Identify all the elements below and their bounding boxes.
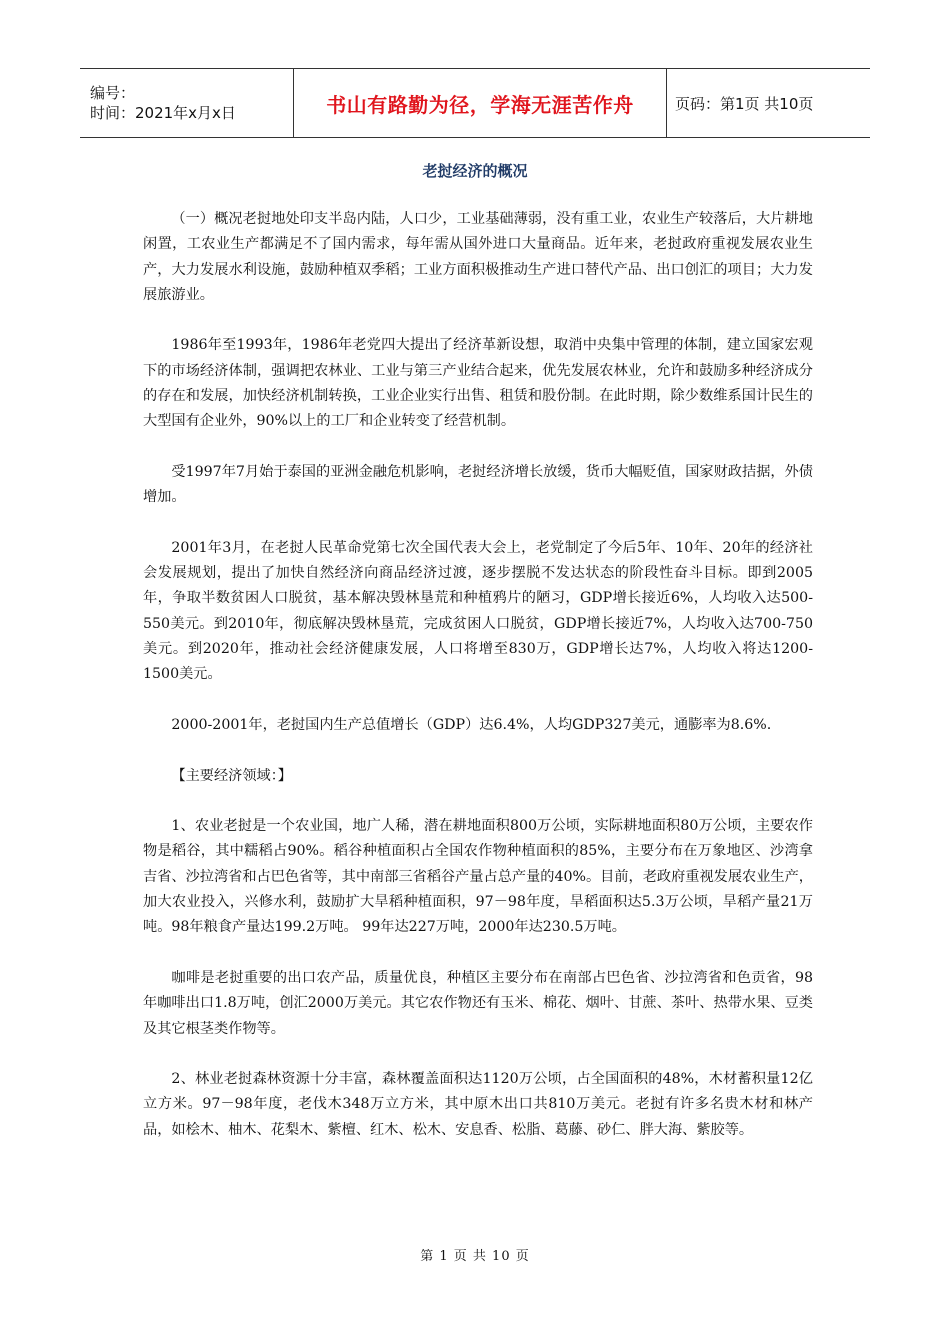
page-footer: 第 1 页 共 10 页 [420, 1249, 530, 1264]
page-header [80, 68, 870, 138]
header-meta [80, 69, 293, 137]
header-page-info-cell [667, 69, 813, 137]
paragraph: 2000-2001年，老挝国内生产总值增长（GDP）达6.4%，人均GDP327美元，通膨率为8.6%. [171, 716, 772, 733]
paragraph: （一）概况老挝地处印支半岛内陆，人口少，工业基础薄弱，没有重工业，农业生产较落后，大片耕地闲置，工农业生产都满足不了国内需求，每年需从国外进口大量商品。近年来，老挝政府重视发展农业生产，大力发展水利设施，鼓励种植双季稻；工业方面积极推动生产进口替代产品、出口创汇的项目；大力发展旅游业。 [143, 211, 813, 303]
paragraph: 2、林业老挝森林资源十分丰富，森林覆盖面积达1120万公顷，占全国面积的48%，木材蓄积量12亿立方米。97－98年度，老伐木348万立方米，其中原木出口共810万美元。老挝有许多名贵木材和林产品，如桧木、柚木、花梨木、紫檀、红木、松木、安息香、松脂、葛藤、砂仁、胖大海、紫胶等。 [143, 1071, 813, 1138]
paragraph: 咖啡是老挝重要的出口农产品，质量优良，种植区主要分布在南部占巴色省、沙拉湾省和色贡省，98年咖啡出口1.8万吨，创汇2000万美元。其它农作物还有玉米、棉花、烟叶、甘蔗、茶叶、热带水果、豆类及其它根茎类作物等。 [143, 969, 813, 1037]
header-page-info: 页码：第1页 共10页 [675, 94, 814, 113]
section-heading: 【主要经济领域：】 [171, 767, 292, 784]
paragraph: 1、农业老挝是一个农业国，地广人稀，潜在耕地面积800万公顷，实际耕地面积80万公顷，主要农作物是稻谷，其中糯稻占90%。稻谷种植面积占全国农作物种植面积的85%，主要分布在万象地区、沙湾拿吉省、沙拉湾省和占巴色省等，其中南部三省稻谷产量占总产量的40%。目前，老政府重视发展农业生产，加大农业投入，兴修水利，鼓励扩大旱稻种植面积，97－98年度，旱稻面积达5.3万公顷，旱稻产量21万吨。98年粮食产量达199.2万吨。 99年达227万吨，2000年达230.5万吨。 [143, 818, 813, 936]
document-date: 时间：2021年x月x日 [90, 104, 236, 122]
document-number-label: 编号： [90, 84, 136, 102]
document-title: 老挝经济的概况 [422, 162, 528, 180]
header-motto-cell [293, 69, 667, 137]
document-body [143, 207, 813, 1168]
paragraph: 1986年至1993年，1986年老党四大提出了经济革新设想，取消中央集中管理的体制，建立国家宏观下的市场经济体制，强调把农林业、工业与第三产业结合起来，优先发展农林业，允许和鼓励多种经济成分的存在和发展，加快经济机制转换，工业企业实行出售、租赁和股份制。在此时期，除少数维系国计民生的大型国有企业外，90%以上的工厂和企业转变了经营机制。 [143, 337, 813, 430]
paragraph: 受1997年7月始于泰国的亚洲金融危机影响，老挝经济增长放缓，货币大幅贬值，国家财政拮据，外债增加。 [143, 463, 813, 506]
header-motto: 书山有路勤为径，学海无涯苦作舟 [326, 92, 634, 117]
paragraph: 2001年3月，在老挝人民革命党第七次全国代表大会上，老党制定了今后5年、10年、20年的经济社会发展规划，提出了加快自然经济向商品经济过渡，逐步摆脱不发达状态的阶段性奋斗目标。即到2005年，争取半数贫困人口脱贫，基本解决毁林垦荒和种植鸦片的陋习，GDP增长接近6%，人均收入达500-550美元。到2010年，彻底解决毁林垦荒，完成贫困人口脱贫，GDP增长接近7%，人均收入达700-750美元。到2020年，推动社会经济健康发展，人口将增至830万，GDP增长达7%，人均收入将达1200-1500美元。 [143, 539, 813, 683]
